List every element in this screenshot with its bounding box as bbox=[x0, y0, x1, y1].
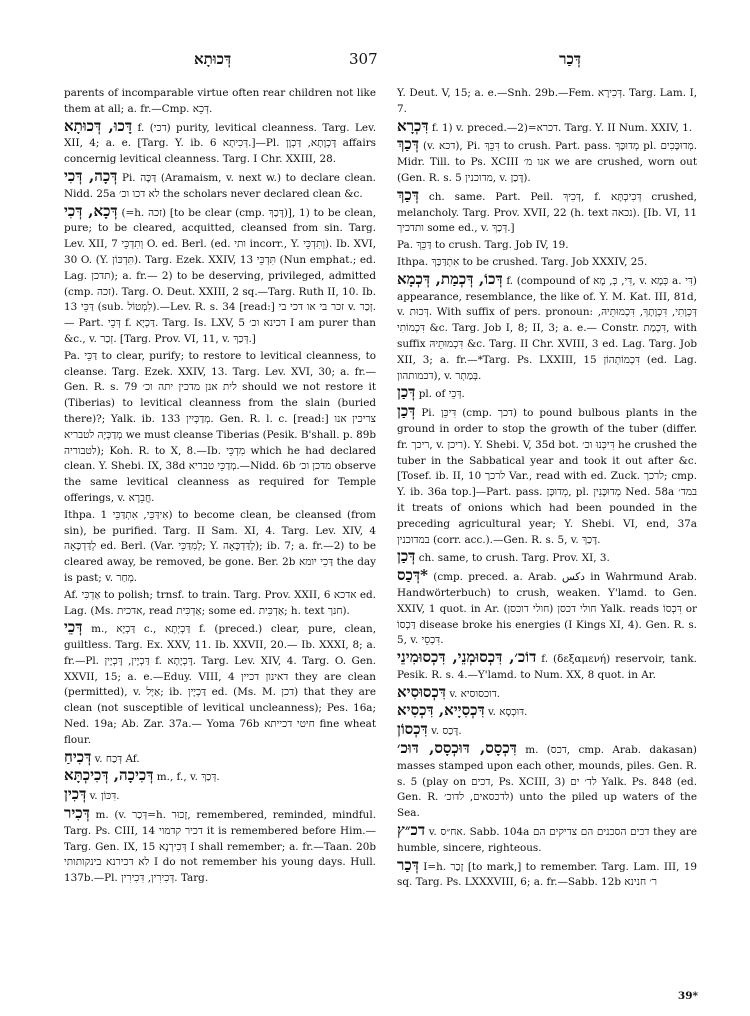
entry-text: m., f., v. דְּכַךְ. bbox=[156, 771, 220, 784]
entry-headword: דְּכַךְ bbox=[397, 135, 419, 154]
entry-headword: דִּכְסִיָיא, דִּכְסִיא bbox=[397, 701, 485, 720]
page-number: 307 bbox=[349, 50, 378, 68]
entry-headword: דְּכָה, דְּכִי bbox=[64, 166, 118, 185]
entry-text: f. 1) v. preced.—2)=דכרא. Targ. Y. II Num. XXIV, 1. bbox=[431, 121, 693, 134]
dictionary-entry bbox=[64, 806, 376, 887]
dictionary-entry bbox=[397, 238, 697, 254]
entry-text: v. דְּכַח Af. bbox=[94, 752, 140, 765]
entry-text: Pi. דִּיכֵּן (cmp. דכך) to pound bulbous plants in the ground in order to stop the growth of the tuber (differ. fr. ריכך, v. ריכן). Y. Shebi. V, 35d bot. דִּיכְּנוּ וכ׳ he crushed the tuber in the Sabbatical year and took it out after &c. [Tosef. ib. II, 10 לרכך Var., read with ed. Zuck. לרכך; cmp. Y. ib. 36a top.]—Part. pass. מְדוּכָּן, pl. מְדוּכָּנִין Ned. 58a במד׳ it treats of onions which had been pounded in the preceding agricultural year; Y. Shebi. VI, end, 37a במדוכנין (corr. acc.).—Gen. R. s. 5, v. דָּכַךְ. bbox=[397, 407, 697, 546]
entry-headword: דְּכַן bbox=[397, 383, 416, 402]
entry-headword: דְּכָא, דְּכִי bbox=[64, 201, 118, 220]
entry-text: ch. same. Part. Peil. דְּכִיךְ, f. דְּכִיכְתָּא crushed, melancholy. Targ. Prov. XVII, 22 (h. text נכאה). [Ib. VI, 11 ותדכיך some ed., v. דְּכַךְ.] bbox=[397, 190, 697, 235]
dictionary-entry bbox=[397, 255, 697, 271]
entry-headword: דְּכַר bbox=[397, 855, 419, 874]
signature-mark: 39* bbox=[677, 990, 698, 1002]
dictionary-entry bbox=[64, 768, 376, 786]
dictionary-entry bbox=[64, 588, 376, 620]
entry-text: ch. same, to crush. Targ. Prov. XI, 3. bbox=[418, 552, 610, 565]
entry-headword: דְּכַן bbox=[397, 402, 416, 421]
dictionary-entry bbox=[64, 116, 377, 168]
dictionary-entry bbox=[64, 201, 377, 348]
left-column bbox=[64, 86, 376, 888]
entry-text: Ithpa. אִתְדַּכַּךְ to be crushed. Targ. Job XXXIV, 25. bbox=[397, 255, 648, 268]
entry-headword: דִּכְסָס, דּוּכְסָס, דּוּכ׳ bbox=[397, 739, 517, 758]
entry-headword: דְּכַן bbox=[397, 547, 416, 566]
dictionary-entry bbox=[397, 137, 697, 186]
right-column bbox=[397, 86, 697, 892]
dictionary-entry bbox=[397, 741, 697, 822]
entry-headword: דִּכְרָא bbox=[397, 116, 429, 135]
dictionary-entry bbox=[397, 86, 697, 118]
dictionary-entry bbox=[397, 650, 697, 684]
entry-text: (cmp. preced. a. Arab. دكس in Wahrmund Arab. Handwörterbuch) to crush, weaken. Y'lamd. to Gen. XXIV, 1 quot. in Ar. (חולי דוכסן) חולי דכסן Yalk. reads דִּכְסוֹ or דַּכְסוֹ disease broke his energies (I Kings XI, 4). Gen. R. s. 5, v. דִּכְסֵי. bbox=[397, 571, 697, 647]
dictionary-entry bbox=[64, 86, 376, 118]
dictionary-entry bbox=[64, 166, 376, 203]
dictionary-entry bbox=[64, 508, 376, 587]
entry-text: v. דָּכַס. bbox=[431, 725, 462, 738]
dictionary-entry bbox=[397, 682, 697, 703]
entry-text: Y. Deut. V, 15; a. e.—Snh. 29b.—Fem. דְּכִירָא. Targ. Lam. I, 7. bbox=[397, 87, 698, 115]
entry-text: m. (v. דְּכַר=h. זָכוּר, remembered, reminded, mindful. Targ. Ps. CIII, 14 דכיר קדמוי it is remembered before Him.—Targ. Gen. IX, 15 דְּכִירְנָא I shall remember; a. fr.—Taan. 20b לא דכירנא בינקותותי I do not remember his young days. Hull. 137b.—Pl. דְּכִירִין, דִּכִירִין. Targ. bbox=[64, 809, 376, 885]
entry-text: v. דוכסוסיא. bbox=[449, 687, 501, 700]
entry-text: v. דּוּכְסָא. bbox=[487, 706, 528, 719]
entry-headword: דְּכַךְ bbox=[397, 185, 419, 204]
header-right-word: דְּכַר bbox=[559, 50, 581, 68]
dictionary-entry bbox=[64, 620, 376, 748]
entry-text: f. (δεξαμενή) reservoir, tank. Pesik. R. s. 4.—Y'lamd. to Num. XX, 8 quot. in Ar. bbox=[397, 653, 697, 681]
dictionary-entry bbox=[397, 385, 697, 403]
entry-text: I=h. זָכַר [to mark,] to remember. Targ. Lam. III, 19 sq. Targ. Ps. LXXXVIII, 6; a. fr.—Sabb. 12b ר׳ חנינא bbox=[397, 860, 698, 889]
dictionary-entry bbox=[397, 549, 697, 567]
page-header bbox=[64, 50, 686, 72]
dictionary-entry bbox=[397, 855, 698, 892]
entry-text: (v. דכא), Pi. דִּכֵּךְ to crush. Part. pass. מְדוּכָּךְ pl. מְדוּכָּכִים. Midr. Till. to Ps. XCIII אנו מ׳ we are crushed, worn out (Gen. R. s. 5 מדוכנין, v. דָּכַן). bbox=[397, 140, 697, 184]
entry-text: v. דִּכּוֹן. bbox=[89, 790, 120, 803]
entry-text: f. (compound of דִּי, כְּ, מָא, v. כְּמָא a. דִּי) appearance, resemblance, the like of. Y. M. Kat. III, 81d, v. דְּכוּת. With suffix of pers. pronoun: דְּכְוָתִי, דִּכְוָתָךְ, דִּכְמוּתֵיהּ, דִּכְמוֹתִי &c. Targ. Job I, 8; II, 3; a. e.— Constr. דִּכְמַת, with suffix דִּכְמוּתֵיהּ &c. Targ. II Chr. XVIII, 3 ed. Lag. Targ. Job XII, 3; a. fr.—*Targ. Ps. LXXIII, 15 דִּכְמוֹתְהוֹן (ed. Lag. דכמותהון), v. בְּמַתְר. bbox=[397, 274, 698, 382]
dictionary-entry bbox=[397, 568, 697, 649]
dictionary-entry bbox=[397, 703, 697, 721]
entry-headword: דְּכִין bbox=[64, 785, 87, 804]
dictionary-entry bbox=[397, 404, 697, 548]
entry-headword: דְּכִיכָה, דְּכִיכְתָּא bbox=[64, 766, 154, 785]
entry-text: Pi. דַּכָּה (Aramaism, v. next w.) to declare clean. Nidd. 25a לא דכו וכ׳ the scholars never declared clean &c. bbox=[64, 171, 376, 200]
dictionary-entry bbox=[397, 722, 697, 740]
dictionary-entry bbox=[64, 787, 376, 805]
entry-headword: דכ״ץ bbox=[397, 821, 426, 840]
dictionary-entry bbox=[397, 823, 697, 857]
entry-text: parents of incomparable virtue often rear children not like them at all; a. fr.—Cmp. דְּכֵא. bbox=[64, 87, 376, 115]
entry-headword: דִּכְסוּסִיא bbox=[397, 682, 447, 701]
entry-text: Af. אַדְכִּי to polish; trnsf. to train. Targ. Prov. XXII, 6 אדכא ed. Lag. (Ms. אדכית, read אַדְכִּית; some ed. אַדְכִּית; h. text חנך). bbox=[64, 588, 376, 617]
dictionary-entry bbox=[397, 116, 697, 137]
entry-text: pl. of דְּכֵי. bbox=[418, 388, 465, 401]
dictionary-entry bbox=[64, 747, 376, 768]
header-left-word: דְּכוּתָא bbox=[194, 50, 232, 68]
entry-headword: דוֹכ׳, דִּכְסוּמְנֵי, דִּכְסוּמִינֵי bbox=[397, 648, 537, 667]
entry-text: m. (דכס, cmp. Arab. dakasan) masses stamped upon each other, mounds, piles. Gen. R. s. 5 (play on דכים, Ps. XCIII, 3) לד׳ ים Yalk. Ps. 848 (ed. Gen. R. לדכסאים, לדוכ׳) unto the piled up waters of the Sea. bbox=[397, 744, 698, 820]
entry-headword: דְּכֵי bbox=[64, 618, 83, 637]
entry-text: (=h. זכה) [to be clear (cmp. דָּכַךְ)], 1) to be clean, pure; to be cleared, acquitted, cleansed from sin. Targ. Lev. XII, 7 וְתִדְכֵּי O. ed. Berl. (ed. ותי incorr., Y. וְתִדְכֵּי). Ib. XVI, 30 O. (Y. תִּדְכּוֹן). Targ. Ezek. XXIV, 13 תִּדְכֵּי (Nun emphat.; ed. Lag. תדכן); a. fr.— 2) to be deserving, privileged, admitted (cmp. זכה). Targ. O. Deut. XXIII, 2 sq.—Targ. Ruth II, 10. Ib. 13 דַּכֵּי (sub. לִמְטוֹל).—Lev. R. s. 34 [read:] זכר בי או דכי בי v. זְכַר. — Part. דְּכֵי f. דַּכְיָא. Targ. Is. LXV, 5 דכינא וכ׳ I am purer than &c., v. זְכַר. [Targ. Prov. VI, 11, v. דְּכַךְ.] bbox=[64, 206, 377, 345]
dictionary-entry bbox=[397, 185, 697, 237]
entry-headword: דְּכִיחַ bbox=[64, 747, 92, 766]
entry-headword: דְּכִיר bbox=[64, 804, 90, 823]
dictionary-entry bbox=[64, 349, 376, 507]
entry-headword: דְּכוֹ, דְּכְמַת, דְּכְמָא bbox=[397, 269, 503, 288]
entry-headword: *דְּכַס bbox=[397, 566, 428, 585]
entry-text: Pa. דַּכֵּי to clear, purify; to restore to levitical cleanness, to cleanse. Targ. Ezek. XXIV, 13. Targ. Lev. XVI, 30; a. fr.—Gen. R. s. 79 לית אנן מדכין יתה וכ׳ should we not restore it (Tiberias) to levitical cleanness from the slain (buried there)?; Yalk. ib. 133 מְדַכְּיִין. Gen. R. l. c. [read:] צריכין אנו מְדַכְּיָה לטבריא we must cleanse Tiberias (Pesik. B'shall. p. 89b לטבוריה); Koh. R. to X, 8.—Ib. מִדְכֵּי which he had declared clean. Y. Shebi. IX, 38d מְדַכֵּי טבריא.—Nidd. 6b מדכן וכ׳ observe the same levitical cleanness as required for Temple offerings, v. חֲבֵרָא. bbox=[64, 349, 377, 504]
entry-text: f. (דכי) purity, levitical cleanness. Targ. Lev. XII, 4; a. e. [Targ. Y. ib. 6 דְּכִיתָא.]—Pl. דָּכְוָתָא, דַּכְוָן affairs concernig levitical cleanness. Targ. I Chr. XXIII, 28. bbox=[64, 121, 377, 166]
entry-headword: דָּכוּ, דְּכוּתָא bbox=[64, 116, 133, 135]
entry-text: Pa. דַּכֵּךְ to crush. Targ. Job IV, 19. bbox=[397, 239, 569, 252]
entry-headword: דִּכְסוֹן bbox=[397, 720, 428, 739]
entry-text: m., דַּכְיָא c., דַּכְיְתָא f. (preced.) clear, pure, clean, guiltless. Targ. Ex. XXV, 11. Ib. XXVII, 20.— Ib. XXXI, 8; a. fr.—Pl. דַּכְיָין, דָּכְיָין f. דָּכְיָתָא. Targ. Lev. XIV, 4. Targ. O. Gen. XXVII, 15; a. e.—Eduy. VIII, 4 דאינון דכיין they are clean (permitted), v. אַיָּל; ib. דַּכְיָין ed. (Ms. M. דכן) that they are clean (not susceptible of levitical uncleanness); Pes. 16a; Ned. 19a; Ab. Zar. 37a.— Yoma 76b חיטי דכייתא fine wheat flour. bbox=[64, 623, 377, 746]
dictionary-entry bbox=[397, 269, 698, 385]
entry-text: v. אח״ס. Sabb. 104a דכים הסכנים הם צדיקים הם they are humble, sincere, righteous. bbox=[397, 826, 697, 854]
entry-text: Ithpa. אִידַּכֵּי, אִתְדַּכֵּי 1) to become clean, be cleansed (from sin), be purified. Targ. II Sam. XI, 4. Targ. Lev. XIV, 4 לְדַּדְכָּאָה ed. Berl. (Var. לְמִדַּכֵּי; Y. לְדַּדְכָּאָה); ib. 7; a. fr.—2) to be cleared away, be removed, be gone. Ber. 2b דַּכִי יומא the day is past; v. מְחַר. bbox=[64, 508, 376, 584]
